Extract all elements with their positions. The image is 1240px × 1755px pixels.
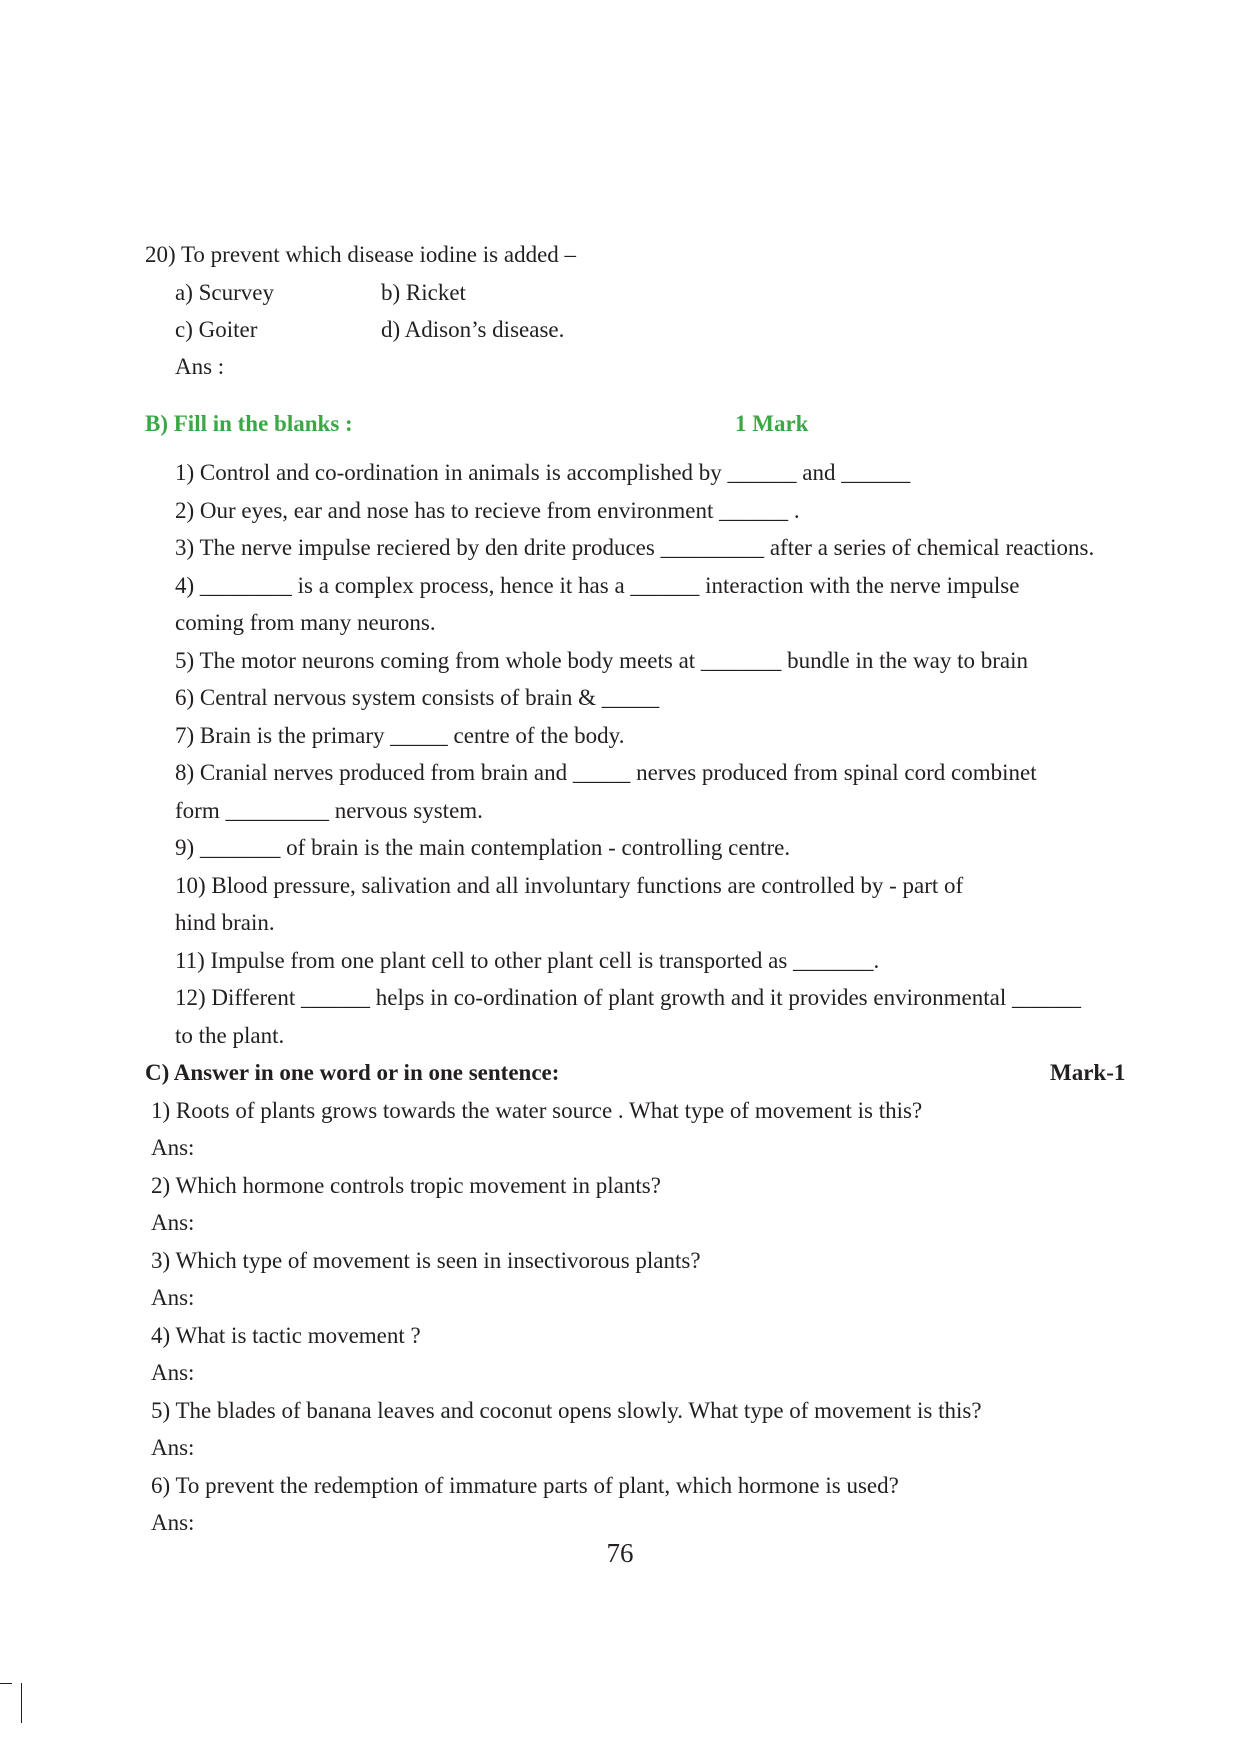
section-c-title: C) Answer in one word or in one sentence: <box>145 1060 560 1085</box>
blank-item: 12) Different ______ helps in co-ordination of plant growth and it provides environmental ______ <box>175 985 1081 1010</box>
page-number: 76 <box>606 1538 634 1568</box>
blank-item: 1) Control and co-ordination in animals is accomplished by ______ and ______ <box>175 460 911 485</box>
short-question: 4) What is tactic movement ? <box>151 1323 421 1348</box>
blank-item-continued: to the plant. <box>175 1023 285 1048</box>
short-question: 6) To prevent the redemption of immature parts of plant, which hormone is used? <box>151 1473 899 1498</box>
crop-mark <box>21 1683 22 1723</box>
blank-item: 4) ________ is a complex process, hence it has a ______ interaction with the nerve impulse <box>175 573 1020 598</box>
section-c-marks: Mark-1 <box>1050 1060 1126 1085</box>
short-question: 5) The blades of banana leaves and coconut opens slowly. What type of movement is this? <box>151 1398 982 1423</box>
section-b-title: B) Fill in the blanks : <box>145 411 353 436</box>
answer-label: Ans: <box>151 1435 195 1460</box>
answer-label: Ans: <box>151 1360 195 1385</box>
short-question: 2) Which hormone controls tropic movement in plants? <box>151 1173 661 1198</box>
blank-item-continued: coming from many neurons. <box>175 610 436 635</box>
option-d: d) Adison’s disease. <box>381 317 565 342</box>
blank-item: 2) Our eyes, ear and nose has to recieve from environment ______ . <box>175 498 800 523</box>
option-b: b) Ricket <box>381 280 466 305</box>
blank-item: 3) The nerve impulse reciered by den drite produces _________ after a series of chemical reactions. <box>175 535 1095 560</box>
answer-label: Ans : <box>175 354 225 379</box>
short-question: 3) Which type of movement is seen in insectivorous plants? <box>151 1248 701 1273</box>
blank-item: 8) Cranial nerves produced from brain and _____ nerves produced from spinal cord combinet <box>175 760 1037 785</box>
answer-label: Ans: <box>151 1135 195 1160</box>
crop-mark <box>0 1683 12 1684</box>
blank-item: 11) Impulse from one plant cell to other plant cell is transported as _______. <box>175 948 880 973</box>
blank-item-continued: form _________ nervous system. <box>175 798 483 823</box>
answer-label: Ans: <box>151 1285 195 1310</box>
option-c: c) Goiter <box>175 317 258 342</box>
blank-item: 6) Central nervous system consists of brain & _____ <box>175 685 660 710</box>
answer-label: Ans: <box>151 1510 195 1535</box>
question-20: 20) To prevent which disease iodine is added – <box>145 242 577 267</box>
option-a: a) Scurvey <box>175 280 274 305</box>
section-b-marks: 1 Mark <box>735 411 809 436</box>
answer-label: Ans: <box>151 1210 195 1235</box>
blank-item: 9) _______ of brain is the main contemplation - controlling centre. <box>175 835 791 860</box>
blank-item: 10) Blood pressure, salivation and all involuntary functions are controlled by - part of <box>175 873 964 898</box>
blank-item: 7) Brain is the primary _____ centre of the body. <box>175 723 625 748</box>
blank-item: 5) The motor neurons coming from whole body meets at _______ bundle in the way to brain <box>175 648 1028 673</box>
blank-item-continued: hind brain. <box>175 910 275 935</box>
short-question: 1) Roots of plants grows towards the water source . What type of movement is this? <box>151 1098 923 1123</box>
